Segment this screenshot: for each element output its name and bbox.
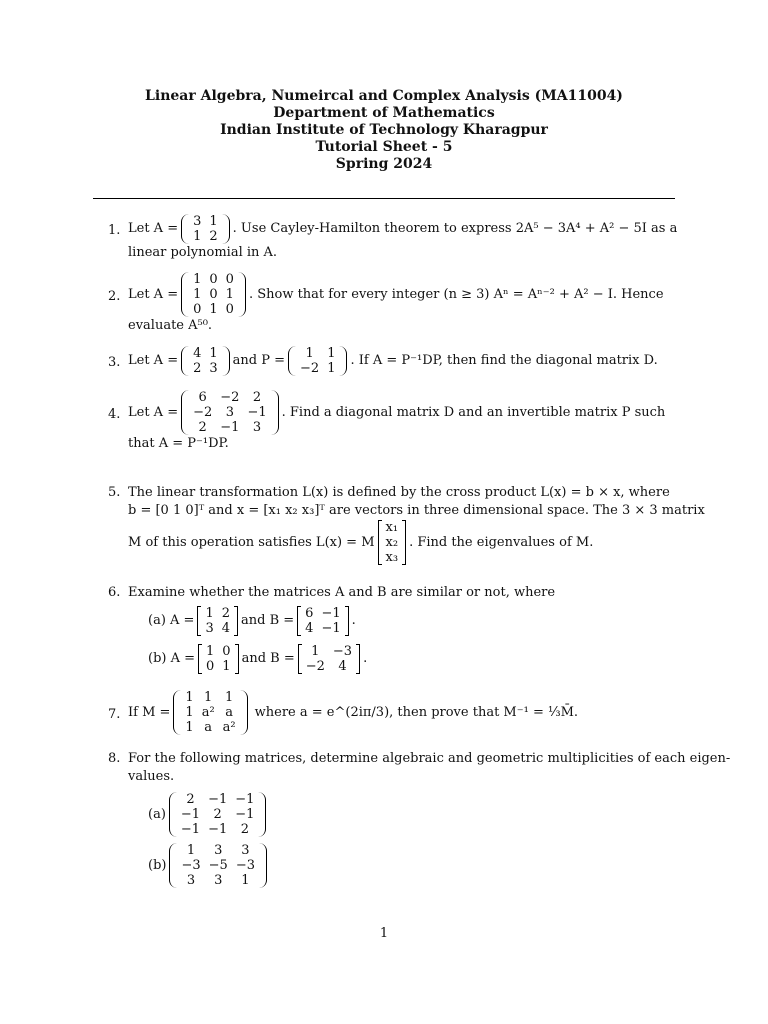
matrix-entry: 1	[206, 644, 215, 659]
bracket-right	[356, 644, 360, 674]
bracket-left	[173, 690, 181, 735]
matrix-entry: 1	[185, 705, 194, 720]
matrix-entry: 3	[209, 361, 218, 376]
matrix-entry: −3	[181, 858, 201, 873]
matrix	[169, 792, 267, 837]
problem-2	[108, 272, 675, 335]
part-a-label: (a)	[148, 806, 166, 822]
bracket-right	[258, 792, 266, 837]
problem-text: . Find the eigenvalues of M.	[409, 534, 594, 550]
bracket-right	[222, 346, 230, 376]
problem-text: M of this operation satisfies L(x) = M	[128, 534, 375, 550]
matrix-entry: 3	[205, 621, 214, 636]
matrix-entry: 0	[209, 272, 218, 287]
bracket-right	[271, 390, 279, 435]
problem-number: 7.	[108, 707, 121, 722]
matrix	[297, 606, 348, 636]
matrix-entry: 4	[193, 346, 202, 361]
problem-text: . If A = P⁻¹DP, then find the diagonal matrix D.	[350, 353, 658, 368]
matrix	[181, 214, 230, 244]
matrix-entry: 1	[185, 690, 194, 705]
matrix-entry: 1	[185, 720, 194, 735]
matrix-entries	[189, 346, 222, 376]
problem-number: 3.	[108, 355, 121, 370]
problem-number: 6.	[108, 585, 121, 600]
problem-text: Let A =	[128, 404, 179, 420]
matrix-entry: 1	[193, 272, 202, 287]
problem-8	[108, 750, 731, 888]
matrix	[173, 690, 247, 735]
bracket-right	[238, 272, 246, 317]
institute: Indian Institute of Technology Kharagpur	[220, 122, 548, 138]
sheet-title: Tutorial Sheet - 5	[315, 139, 453, 155]
matrix-entry: x₁	[385, 520, 399, 535]
matrix-entries	[202, 644, 235, 674]
matrix-row	[302, 659, 356, 674]
matrix	[288, 346, 347, 376]
part-a-text: (a) A =	[148, 613, 195, 628]
course-title: Linear Algebra, Numeircal and Complex Analysis (MA11004)	[145, 88, 623, 104]
matrix-row	[302, 644, 356, 659]
matrix-entry: −1	[321, 606, 341, 621]
problem-4	[108, 390, 675, 453]
matrix-entry: 1	[327, 361, 336, 376]
matrix-entries	[189, 214, 222, 244]
matrix	[169, 843, 267, 888]
problem-text: Let A =	[128, 221, 179, 236]
problem-text: The linear transformation L(x) is defined by the cross product L(x) = b × x, where	[128, 485, 670, 500]
matrix-entry: −1	[208, 792, 228, 807]
matrix-entry: 3	[252, 420, 262, 435]
problem-text: b = [0 1 0]ᵀ and x = [x₁ x₂ x₃]ᵀ are vectors in three dimensional space. The 3 × 3 matrix	[128, 503, 705, 518]
matrix-entry: 6	[305, 606, 314, 621]
bracket-left	[181, 390, 189, 435]
matrix-entry: a²	[201, 705, 215, 720]
matrix-entry: −2	[300, 361, 320, 376]
matrix-entry: 0	[193, 302, 202, 317]
problem-text: Examine whether the matrices A and B are similar or not, where	[128, 585, 556, 600]
matrix-entry: 1	[311, 644, 320, 659]
part-a-text: and B =	[241, 613, 295, 628]
problem-text: where a = e^(2iπ/3), then prove that M⁻¹ = ⅓M̄.	[254, 704, 579, 720]
bracket-left	[181, 346, 189, 376]
problem-text: that A = P⁻¹DP.	[128, 436, 229, 451]
bracket-right	[240, 690, 248, 735]
matrix-entry: 1	[327, 346, 336, 361]
matrix-entry: 2	[198, 420, 207, 435]
matrix-entry: 1	[209, 214, 218, 229]
part-a-text: .	[351, 613, 356, 628]
bracket-right	[259, 843, 267, 888]
matrix-entry: 6	[198, 390, 207, 405]
problem-number: 5.	[108, 485, 121, 500]
matrix-entry: −3	[332, 644, 353, 659]
matrix-entry: −1	[220, 420, 240, 435]
column-vector	[378, 520, 407, 565]
matrix-entry: 1	[193, 229, 202, 244]
department: Department of Mathematics	[273, 105, 495, 121]
matrix-entry: 0	[209, 287, 218, 302]
bracket-right	[402, 520, 406, 565]
matrix-row	[189, 346, 222, 361]
matrix-row	[177, 843, 259, 858]
matrix-entry: 1	[225, 287, 234, 302]
matrix-entries	[181, 690, 239, 735]
problem-5	[108, 484, 705, 565]
page-number: 1	[379, 926, 389, 941]
matrix-entry: 1	[225, 690, 234, 705]
matrix-row	[189, 229, 222, 244]
matrix-row	[181, 690, 239, 705]
matrix-entry: −1	[208, 822, 228, 837]
matrix-entries	[201, 606, 234, 636]
matrix-entry: 0	[222, 644, 231, 659]
matrix-row	[296, 346, 339, 361]
bracket-right	[345, 606, 349, 636]
matrix-entry: 3	[193, 214, 202, 229]
matrix-entry: 3	[214, 843, 223, 858]
matrix-entries	[177, 843, 259, 888]
matrix-entry: −2	[220, 390, 240, 405]
matrix-row	[296, 361, 339, 376]
matrix-entry: −1	[180, 807, 201, 822]
matrix-entry: 3	[241, 843, 250, 858]
matrix-entry: x₂	[385, 535, 399, 550]
matrix-row	[177, 792, 259, 807]
matrix-row	[382, 535, 403, 550]
bracket-left	[181, 272, 189, 317]
matrix-entry: −1	[247, 405, 267, 420]
problem-text: and P =	[232, 353, 286, 368]
matrix-row	[177, 822, 259, 837]
matrix-entry: 0	[225, 272, 234, 287]
matrix-entry: 2	[186, 792, 195, 807]
problem-6	[108, 584, 675, 674]
matrix-entry: 2	[221, 606, 231, 621]
matrix-entry: 3	[186, 873, 196, 888]
matrix-row	[382, 550, 403, 565]
problem-text: Let A =	[128, 286, 179, 302]
matrix-entry: −1	[235, 792, 255, 807]
matrix-entry: 1	[241, 873, 250, 888]
matrix-row	[189, 214, 222, 229]
matrix-row	[177, 858, 259, 873]
problem-text: If M =	[128, 704, 171, 720]
matrix-entry: 0	[225, 302, 234, 317]
matrix-row	[201, 621, 234, 636]
matrix-entry: −1	[235, 807, 255, 822]
matrix	[198, 644, 239, 674]
problem-number: 4.	[108, 407, 121, 422]
bracket-right	[339, 346, 347, 376]
matrix-entry: −2	[305, 659, 325, 674]
problem-text: linear polynomial in A.	[128, 245, 278, 260]
matrix-row	[189, 287, 238, 302]
header-divider	[93, 198, 675, 199]
matrix-entry: a	[225, 705, 234, 720]
matrix-entry: −3	[235, 858, 255, 873]
matrix-row	[189, 302, 238, 317]
matrix-entry: −1	[180, 822, 201, 837]
bracket-left	[181, 214, 189, 244]
matrix-entry: 1	[222, 659, 231, 674]
matrix-entries	[302, 644, 356, 674]
problem-text: evaluate A⁵⁰.	[128, 318, 213, 333]
matrix	[181, 346, 230, 376]
matrix	[298, 644, 360, 674]
problem-number: 2.	[108, 289, 121, 304]
matrix-row	[202, 644, 235, 659]
matrix-entry: x₃	[385, 550, 399, 565]
matrix-entry: 3	[225, 405, 234, 420]
matrix	[181, 272, 246, 317]
matrix-entry: 1	[186, 843, 196, 858]
problem-7	[108, 690, 675, 735]
matrix-entry: 4	[221, 621, 231, 636]
matrix-row	[301, 621, 344, 636]
problem-3	[108, 346, 675, 376]
matrix-entry: 1	[205, 606, 214, 621]
part-b-label: (b)	[148, 857, 167, 873]
bracket-right	[234, 606, 238, 636]
problem-number: 1.	[108, 223, 121, 238]
matrix-entry: 4	[338, 659, 347, 674]
matrix	[181, 390, 279, 435]
part-b-text: and B =	[241, 651, 295, 666]
matrix-entry: 1	[204, 690, 213, 705]
matrix-row	[177, 807, 259, 822]
problem-text: For the following matrices, determine algebraic and geometric multiplicities of each eigen-	[128, 751, 731, 766]
matrix-entries	[296, 346, 339, 376]
matrix-entry: 2	[252, 390, 262, 405]
matrix-row	[189, 361, 222, 376]
matrix-row	[201, 606, 234, 621]
bracket-left	[169, 843, 177, 888]
bracket-right	[222, 214, 230, 244]
matrix-entry: a²	[222, 720, 236, 735]
problem-text: . Find a diagonal matrix D and an invertible matrix P such	[281, 404, 666, 420]
problem-text: values.	[128, 769, 175, 784]
problem-number: 8.	[108, 751, 121, 766]
matrix-row	[382, 520, 403, 535]
problem-text: . Use Cayley-Hamilton theorem to express 2A⁵ − 3A⁴ + A² − 5I as a	[232, 221, 678, 236]
matrix-entry: −2	[193, 405, 213, 420]
matrix-entry: −5	[208, 858, 228, 873]
matrix-row	[301, 606, 344, 621]
matrix-entry: 1	[193, 287, 202, 302]
matrix	[197, 606, 238, 636]
bracket-left	[169, 792, 177, 837]
matrix-entry: a	[204, 720, 213, 735]
matrix-entries	[177, 792, 259, 837]
matrix-entry: 3	[214, 873, 223, 888]
matrix-row	[181, 705, 239, 720]
matrix-entry: 4	[305, 621, 314, 636]
matrix-entries	[189, 390, 271, 435]
matrix-entry: −1	[321, 621, 341, 636]
matrix-entry: 0	[206, 659, 215, 674]
problem-1	[108, 214, 678, 262]
matrix-entry: 2	[213, 807, 222, 822]
part-b-text: (b) A =	[148, 651, 196, 666]
problem-text: . Show that for every integer (n ≥ 3) Aⁿ = Aⁿ⁻² + A² − I. Hence	[248, 286, 664, 302]
matrix-entry: 1	[209, 346, 218, 361]
problem-text: Let A =	[128, 353, 179, 368]
matrix-entry: 1	[305, 346, 314, 361]
matrix-row	[202, 659, 235, 674]
matrix-entry: 2	[193, 361, 202, 376]
matrix-row	[177, 873, 259, 888]
matrix-entries	[189, 272, 238, 317]
matrix-row	[181, 720, 239, 735]
part-b-text: .	[363, 651, 368, 666]
matrix-row	[189, 390, 271, 405]
matrix-entry: 2	[240, 822, 249, 837]
matrix-row	[189, 272, 238, 287]
bracket-left	[288, 346, 296, 376]
matrix-row	[189, 405, 271, 420]
matrix-row	[189, 420, 271, 435]
bracket-right	[235, 644, 239, 674]
matrix-entries	[382, 520, 403, 565]
semester: Spring 2024	[335, 156, 433, 172]
sheet-header	[0, 88, 768, 173]
matrix-entries	[301, 606, 344, 636]
matrix-entry: 2	[209, 229, 218, 244]
matrix-entry: 1	[209, 302, 218, 317]
